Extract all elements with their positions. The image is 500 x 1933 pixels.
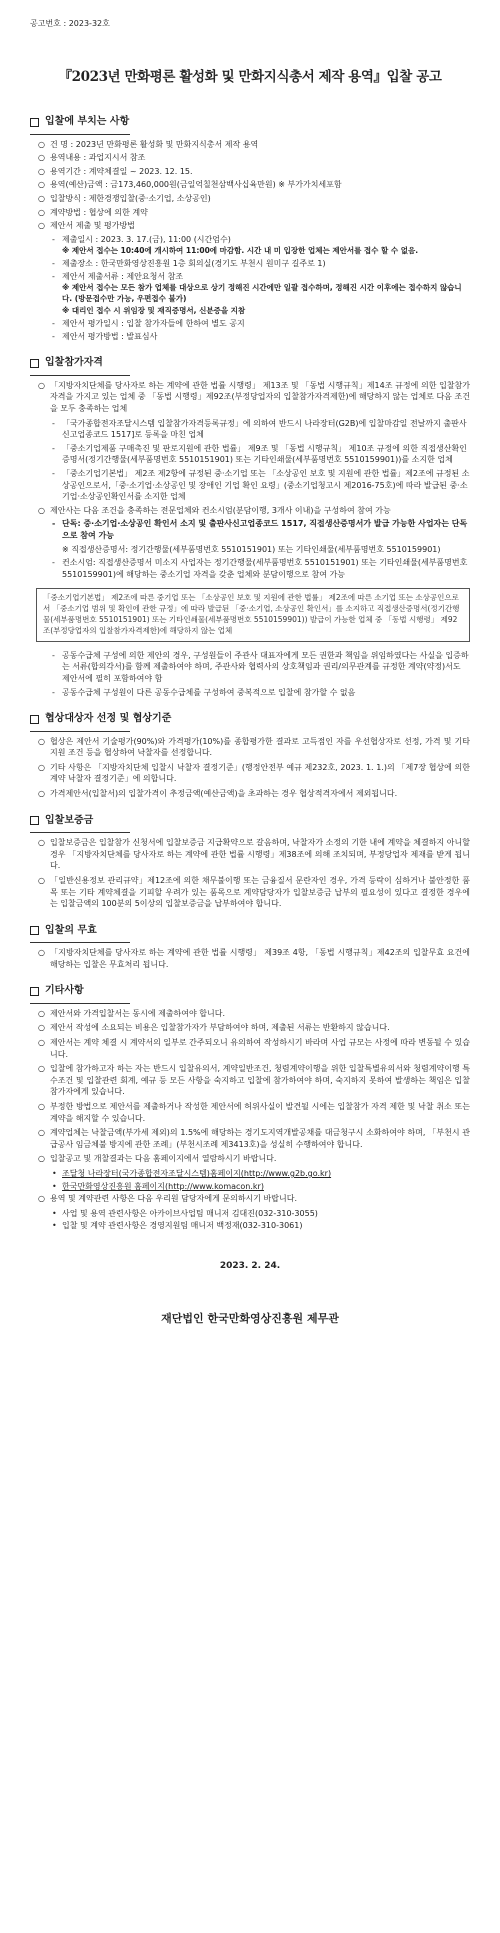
- paragraph: ○ 계약업체는 낙찰금액(부가세 제외)의 1.5%에 해당하는 경기도지역개발공채를 대금청구시 소화하여야 하며, 「부천시 관급공사 임금체불 방지에 관한 조례」(부천시조례 제3413호)을 성실히 수행하여야 합니다.: [38, 1128, 470, 1149]
- circle-bullet-icon: ○: [38, 194, 45, 204]
- circle-bullet-icon: ○: [38, 875, 45, 885]
- divider: [30, 731, 130, 732]
- section-other: [30, 984, 470, 1232]
- paragraph: ○ 입찰보증금은 입찰참가 신청서에 입찰보증금 지급확약으로 갈음하며, 낙찰자가 소정의 기한 내에 계약을 체결하지 아니할 경우 「지방자치단체를 당사자로 하는 계약에 관한 법률 시행령」제38조에 의해 조치되며, 부정당업자 제재를 받게 됩니다.: [38, 838, 470, 871]
- paragraph: ○ 제안서 작성에 소요되는 비용은 입찰참가자가 부담하여야 하며, 제출된 서류는 반환하지 않습니다.: [38, 1023, 390, 1033]
- paragraph: ○ 부정한 방법으로 제안서를 제출하거나 작성한 제안서에 허위사실이 발견될 시에는 입찰참가 자격 제한 및 낙찰 취소 또는 계약을 해지할 수 있습니다.: [38, 1102, 470, 1123]
- list-item: ○ 제안서 제출 및 평가방법: [38, 221, 135, 231]
- paragraph: ○ 제안서는 계약 체결 시 계약서의 일부로 간주되오니 유의하여 작성하시기 바라며 사업 규모는 사정에 따라 변동될 수 있습니다.: [38, 1038, 470, 1059]
- list-item: ○ 입찰방식 : 제한경쟁입찰(중·소기업, 소상공인): [38, 194, 211, 204]
- sub-item: - 제안서 제출서류 : 제안요청서 참조: [52, 271, 184, 281]
- sub-item: - 제출일시 : 2023. 3. 17.(금), 11:00 (시간엄수): [52, 234, 231, 244]
- sub-item: - 「국가종합전자조달시스템 입찰참가자격등록규정」에 의하여 반드시 나라장터(G2B)에 입찰마감일 전날까지 출판사신고업종코드 1517]로 등록을 마친 업체: [52, 418, 467, 440]
- notice-date: 2023. 2. 24.: [219, 1260, 281, 1271]
- divider: [30, 1003, 130, 1004]
- note-text: ※ 제안서 접수는 10:40에 개시하여 11:00에 마감함. 시간 내 미 입장한 업체는 제안서를 접수 할 수 없음.: [62, 246, 419, 256]
- sub-item: - 컨소시엄: 직접생산증명서 미소지 사업자는 정기간행물(세부품명번호 5510151901) 또는 기타인쇄물(세부품명번호 5510159901)에 해당하는 중소기업 자격을 갖춘 업체와 분담이행으로 참여 가능: [52, 558, 468, 579]
- circle-bullet-icon: ○: [38, 1023, 45, 1033]
- link-item[interactable]: • 한국만화영상진흥원 홈페이지(http://www.komacon.kr): [52, 1181, 264, 1191]
- section-negotiation: [30, 712, 470, 799]
- paragraph: ○ 「지방자치단체를 당사자로 하는 계약에 관한 법률 시행령」 제39조 4항, 「동법 시행규칙」제42조의 입찰무효 요건에 해당하는 입찰은 무효처리 됩니다.: [38, 948, 470, 969]
- circle-bullet-icon: ○: [38, 207, 45, 217]
- circle-bullet-icon: ○: [38, 505, 45, 515]
- checkbox-icon: [30, 926, 39, 935]
- paragraph: ○ 기타 사항은 「지방자치단체 입찰시 낙찰자 결정기준」(행정안전부 예규 제232호, 2023. 1. 1.)의 「제7장 협상에 의한 계약 낙찰자 결정기준」에 의합니다.: [38, 762, 470, 784]
- list-item: ○ 용역내용 : 과업지시서 참조: [38, 153, 146, 163]
- section-heading: 협상대상자 선정 및 협상기준: [45, 713, 172, 725]
- circle-bullet-icon: ○: [38, 1064, 45, 1074]
- link-item[interactable]: • 조달청 나라장터(국가종합전자조달시스템)홈페이지(http://www.g2b.go.kr): [52, 1169, 332, 1178]
- paragraph: ○ 가격제안서(입찰서)의 입찰가격이 추정금액(예산금액)을 초과하는 경우 협상적격자에서 제외됩니다.: [38, 789, 398, 799]
- paragraph: ○ 협상은 제안서 기술평가(90%)와 가격평가(10%)를 종합평가한 결과로 고득점인 자를 우선협상자로 선정, 가격 및 기타 지원 조건 등을 협상하여 낙찰자를 선정합니다.: [38, 736, 470, 758]
- circle-bullet-icon: ○: [38, 1194, 45, 1204]
- list-item: ○ 건 명 : 2023년 만화평론 활성화 및 만화지식총서 제작 용역: [38, 139, 259, 149]
- paragraph: ○ 용역 및 계약관련 사항은 다음 우리원 담당자에게 문의하시기 바랍니다.: [38, 1194, 297, 1204]
- contact-item: • 사업 및 용역 관련사항은 아카이브사업팀 매니저 김대진(032-310-3055): [52, 1208, 318, 1218]
- section-heading: 입찰참가자격: [45, 357, 103, 369]
- section-heading: 입찰보증금: [45, 814, 94, 826]
- notice-number: 공고번호 : 2023-32호: [30, 19, 110, 28]
- sub-item: - 공동수급체 구성에 의한 제안의 경우, 구성원들이 주관사 대표자에게 모든 권한과 책임을 위임하였다는 사실을 입증하는 서류(합의각서)를 함께 제출하여야 하며, 주관사와 협력사의 상호책임과 권리/의무관계를 규정한 계약(약정)서도 제안서에 필히 포함하여야 함: [52, 650, 469, 683]
- page-title: 『2023년 만화평론 활성화 및 만화지식총서 제작 용역』입찰 공고: [58, 68, 442, 85]
- checkbox-icon: [30, 816, 39, 825]
- sub-item: - 제안서 평가일시 : 입찰 참가자들에 한하여 별도 공지: [52, 319, 245, 329]
- section-heading: 입찰에 부치는 사항: [45, 116, 130, 128]
- circle-bullet-icon: ○: [38, 1128, 45, 1138]
- komacon-link[interactable]: 한국만화영상진흥원 홈페이지(http://www.komacon.kr): [62, 1181, 264, 1191]
- note-text: ※ 대리인 접수 시 위임장 및 재직증명서, 신분증을 지참: [62, 306, 246, 316]
- list-item: ○ 계약방법 : 협상에 의한 계약: [38, 207, 148, 217]
- paragraph: ○ 입찰공고 및 개찰결과는 다음 홈페이지에서 열람하시기 바랍니다.: [38, 1154, 277, 1164]
- notice-document: [30, 18, 470, 1327]
- checkbox-icon: [30, 715, 39, 724]
- list-item: ○ 용역(예산)금액 : 금173,460,000원(금일억칠천삼백사십육만원) ※ 부가가치세포함: [38, 180, 342, 190]
- list-item: ○ 제안사는 다음 조건을 충족하는 전문업체와 컨소시엄(분담이행, 3개사 이내)을 구성하여 참여 가능: [38, 505, 391, 515]
- section-heading: 입찰의 무효: [45, 924, 97, 936]
- divider: [30, 942, 130, 943]
- paragraph: ○ 입찰에 참가하고자 하는 자는 반드시 입찰유의서, 계약일반조건, 청렴계약이행을 위한 입찰특별유의서와 청렴계약이행 특수조건 및 입찰관련 회계, 예규 등 모든 사항을 숙지하고 입찰에 참가하여야 하며, 숙지하지 못하여 발생하는 책임은 입찰참가자에게 있습니다.: [38, 1064, 470, 1097]
- checkbox-icon: [30, 118, 39, 127]
- circle-bullet-icon: ○: [38, 380, 45, 390]
- circle-bullet-icon: ○: [38, 166, 45, 176]
- contact-item: • 입찰 및 계약 관련사항은 경영지원팀 매니저 백정재(032-310-3061): [52, 1221, 303, 1231]
- circle-bullet-icon: ○: [38, 1154, 45, 1164]
- paragraph: ○ 「지방자치단체를 당사자로 하는 계약에 관한 법률 시행령」 제13조 및 「동법 시행규칙」제14조 규정에 의한 입찰참가자격을 가지고 있는 업체 중 「동법 시행령」제92조(부정당업자의 입찰참가자격제한)에 해당하지 않는 업체로 다음 조건을 모두 충족하는 업체: [38, 380, 470, 413]
- circle-bullet-icon: ○: [38, 1102, 45, 1112]
- sub-item: - 단독: 중·소기업·소상공인 확인서 소지 및 출판사신고업종코드 1517, 직접생산증명서가 발급 가능한 사업자는 단독으로 참여 가능: [52, 519, 468, 540]
- paragraph: ○ 제안서와 가격입찰서는 동시에 제출하여야 합니다.: [38, 1008, 226, 1018]
- divider: [30, 375, 130, 376]
- boxed-note: 「중소기업기본법」 제2조에 따른 중기업 또는 「소상공인 보호 및 지원에 관한 법률」 제2조에 따른 소기업 또는 소상공인으로서 「중소기업 범위 및 확인에 관한 규정」에 따라 발급된 「중·소기업, 소상공인 확인서」를 소지하고 직접생산증명서(정기간행물(세부품명번호 5510151901) 또는 기타인쇄물(세부품명번호 5510159901)) 발급이 가능한 업체 중 「동법 시행령」 제92조(부정당업자의 입찰참가자격제한)에 해당하지 않는 업체: [36, 588, 470, 642]
- section-invalid-bid: [30, 924, 470, 971]
- section-eligibility: [30, 356, 470, 698]
- sub-item: - 제안서 평가방법 : 발표심사: [52, 331, 158, 341]
- sub-item: - 공동수급체 구성원이 다른 공동수급체를 구성하여 중복적으로 입찰에 참가할 수 없음: [52, 687, 356, 697]
- circle-bullet-icon: ○: [38, 221, 45, 231]
- section-bid-bond: [30, 814, 470, 910]
- circle-bullet-icon: ○: [38, 736, 45, 746]
- list-item: ○ 용역기간 : 계약체결일 ~ 2023. 12. 15.: [38, 166, 193, 176]
- note-text: ※ 제안서 접수는 모든 참가 업체를 대상으로 상기 정해진 시간에만 일괄 접수하며, 정해진 시간 이후에는 접수하지 않습니다. (방문접수만 가능, 우편접수 불가): [62, 283, 462, 304]
- circle-bullet-icon: ○: [38, 139, 45, 149]
- sub-item: - 제출장소 : 한국만화영상진흥원 1층 회의실(경기도 부천시 원미구 길주로 1): [52, 259, 326, 269]
- section-bidding-items: [30, 115, 470, 342]
- circle-bullet-icon: ○: [38, 789, 45, 799]
- section-heading: 기타사항: [45, 985, 84, 997]
- divider: [30, 832, 130, 833]
- divider: [30, 134, 130, 135]
- g2b-link[interactable]: 조달청 나라장터(국가종합전자조달시스템)홈페이지(http://www.g2b.go.kr): [62, 1169, 332, 1178]
- checkbox-icon: [30, 359, 39, 368]
- sub-item: - 「중소기업기본법」 제2조 제2항에 규정된 중·소기업 또는 「소상공인 보호 및 지원에 관한 법률」제2조에 규정된 소상공인으로서,「중·소기업·소상공인 및 장애인 기업 확인 요령」(중소기업청고시 제2016-75호)에 따라 발급된 중·소기업·소상공인확인서를 소지한 업체: [52, 468, 470, 502]
- circle-bullet-icon: ○: [38, 948, 45, 958]
- note-text: ※ 직접생산증명서: 정기간행물(세부품명번호 5510151901) 또는 기타인쇄물(세부품명번호 5510159901): [62, 544, 441, 554]
- checkbox-icon: [30, 987, 39, 996]
- circle-bullet-icon: ○: [38, 153, 45, 163]
- circle-bullet-icon: ○: [38, 762, 45, 772]
- sub-item: - 「중소기업제품 구매촉진 및 판로지원에 관한 법률」 제9조 및 「동법 시행규칙」 제10조 규정에 의한 직접생산확인증명서(정기간행물(세부품명번호 5510151901) 또는 기타인쇄물(세부품명번호 5510159901))를 소지한 업체: [52, 443, 467, 465]
- organization-name: 재단법인 한국만화영상진흥원 제무관: [161, 1312, 339, 1326]
- paragraph: ○ 「일반신용정보 관리규약」제12조에 의한 채무불이행 또는 금융질서 문란자인 경우, 가격 등락이 심하거나 불안정한 품목 또는 기타 계약체결을 기피할 우려가 있는 품목으로 계약담당자가 입찰보증금 납부의 필요성이 있다고 결정한 경우에는 입찰금액의 100분의 5이상의 입찰보증금을 납부하여야 합니다.: [38, 875, 470, 909]
- circle-bullet-icon: ○: [38, 838, 45, 848]
- circle-bullet-icon: ○: [38, 1038, 45, 1048]
- circle-bullet-icon: ○: [38, 180, 45, 190]
- circle-bullet-icon: ○: [38, 1008, 45, 1018]
